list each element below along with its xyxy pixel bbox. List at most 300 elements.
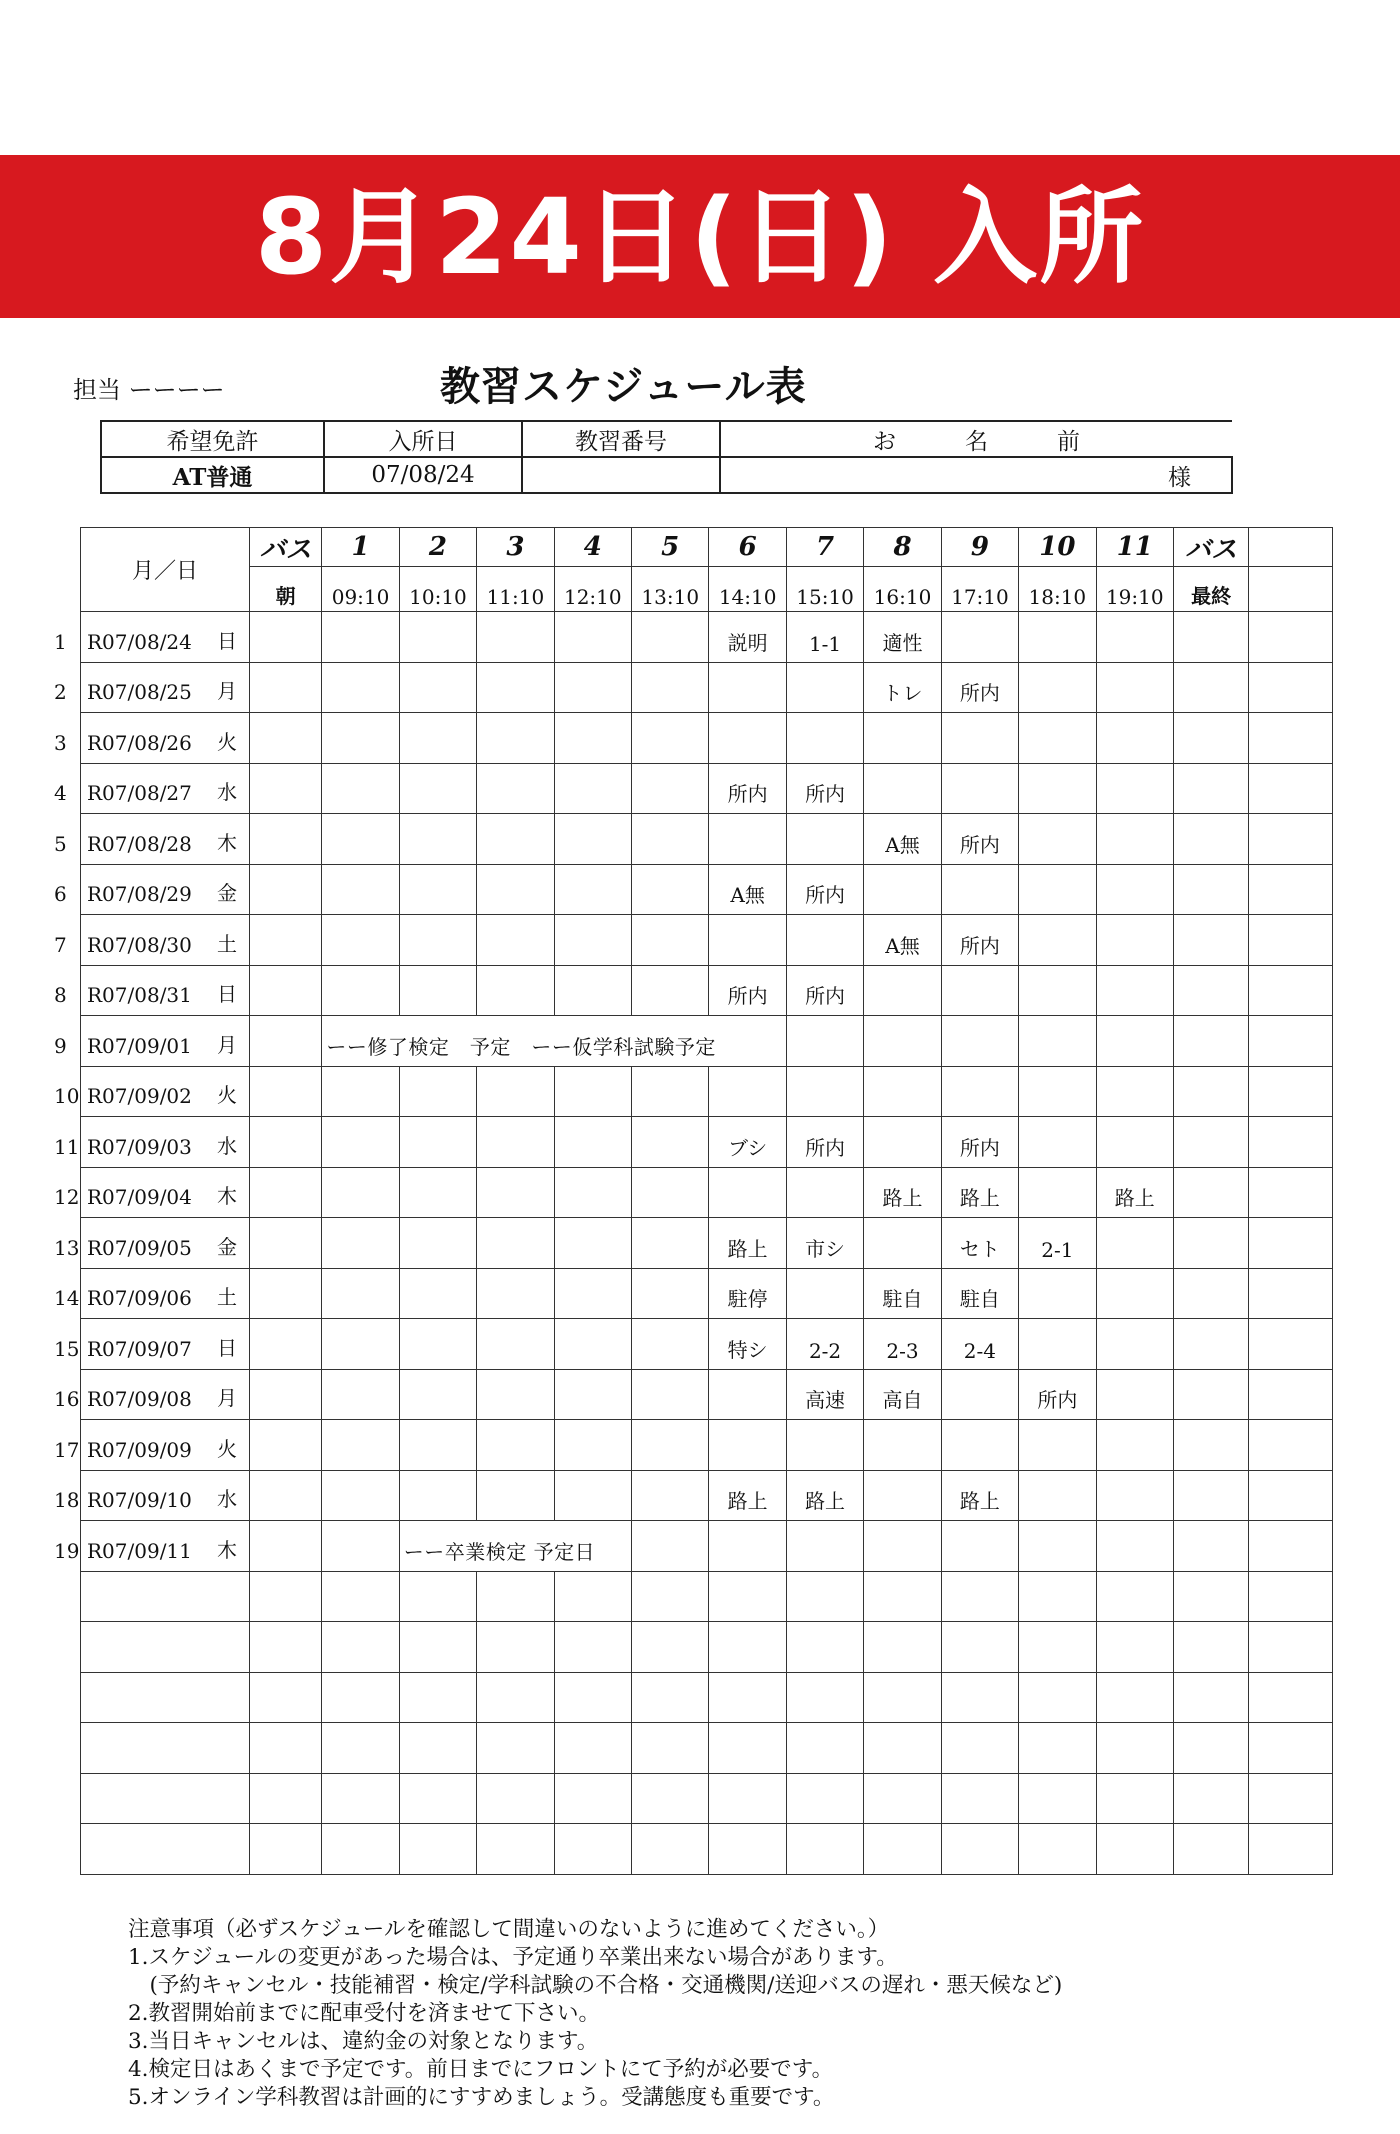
slot-cell: [1096, 763, 1173, 814]
slot-cell: [709, 1218, 786, 1269]
slot-value: 特シ: [727, 1337, 768, 1362]
bus-last-cell: [1173, 612, 1248, 663]
date-text: R07/09/03: [87, 1134, 192, 1159]
bus-last-cell: [1173, 662, 1248, 713]
slot-cell: [864, 1117, 941, 1168]
slot-cell: [786, 864, 863, 915]
blank-cell: [1096, 1773, 1173, 1824]
slot-cell: [709, 763, 786, 814]
slot-cell: [1096, 612, 1173, 663]
schedule-row: [81, 713, 1333, 764]
bus-morning-cell: [249, 915, 321, 966]
slot-cell: [1019, 1420, 1096, 1471]
slot-cell: [632, 1420, 709, 1471]
slot-cell: [477, 1420, 554, 1471]
row-number: 12: [54, 1185, 80, 1209]
blank-cell: [554, 1723, 631, 1774]
row-number: 15: [54, 1336, 80, 1361]
day-of-week: 木: [216, 830, 237, 855]
bus-last-cell: [1173, 1066, 1248, 1117]
period-time: 13:10: [632, 567, 709, 612]
blank-cell: [322, 1773, 399, 1824]
schedule-row: [81, 1268, 1333, 1319]
schedule-row: [81, 1470, 1333, 1521]
student-number-value: [522, 457, 720, 493]
bus-morning-cell: [249, 1016, 321, 1067]
slot-cell: [322, 1521, 399, 1572]
blank-cell: [1019, 1773, 1096, 1824]
slot-value: 市シ: [805, 1236, 846, 1261]
blank-cell: [554, 1773, 631, 1824]
bus-last-cell: [1173, 763, 1248, 814]
blank-cell: [786, 1773, 863, 1824]
slot-cell: [941, 1521, 1018, 1572]
slot-cell: [1096, 1470, 1173, 1521]
extra-cell: [1249, 1218, 1333, 1269]
schedule-row: [81, 1319, 1333, 1370]
slot-cell: [864, 1167, 941, 1218]
slot-cell: [477, 1268, 554, 1319]
period-time: 12:10: [554, 567, 631, 612]
slot-cell: [941, 814, 1018, 865]
slot-cell: [632, 713, 709, 764]
date-text: R07/09/09: [87, 1437, 192, 1462]
slot-cell: [1096, 965, 1173, 1016]
slot-value: 駐停: [727, 1287, 768, 1311]
date-text: R07/09/11: [87, 1538, 192, 1563]
blank-cell: [786, 1571, 863, 1622]
note-item: 5.オンライン学科教習は計画的にすすめましょう。受講態度も重要です。: [128, 2085, 835, 2110]
slot-cell: [941, 1369, 1018, 1420]
blank-cell: [477, 1622, 554, 1673]
slot-cell: [632, 763, 709, 814]
slot-cell: [709, 864, 786, 915]
date-text: R07/09/08: [87, 1387, 192, 1411]
slot-cell: [399, 1268, 476, 1319]
row-number: 3: [54, 730, 67, 755]
blank-cell: [477, 1571, 554, 1622]
bus-header-morning: バス: [249, 528, 321, 567]
slot-cell: [477, 814, 554, 865]
slot-cell: [786, 1319, 863, 1370]
blank-cell: [1019, 1824, 1096, 1875]
blank-row: [81, 1773, 1333, 1824]
slot-cell: [941, 1066, 1018, 1117]
bus-morning: 朝: [249, 567, 321, 612]
slot-value: 2-3: [886, 1338, 919, 1363]
slot-cell: [786, 662, 863, 713]
slot-cell: [1096, 1319, 1173, 1370]
slot-cell: [477, 763, 554, 814]
schedule-row: [81, 864, 1333, 915]
slot-cell: [941, 1218, 1018, 1269]
entry-date-value: 07/08/24: [324, 457, 522, 493]
extra-cell: [1249, 1016, 1333, 1067]
slot-cell: [1019, 612, 1096, 663]
blank-cell: [249, 1571, 321, 1622]
bus-morning-cell: [249, 1420, 321, 1471]
slot-value: 1-1: [808, 631, 842, 656]
slot-cell: [477, 1167, 554, 1218]
slot-cell: [322, 965, 399, 1016]
slot-cell: [864, 814, 941, 865]
blank-cell: [709, 1571, 786, 1622]
row-number: 16: [54, 1387, 80, 1411]
slot-value: トレ: [882, 681, 923, 705]
period-number: 6: [709, 528, 786, 567]
note-item: 2.教習開始前までに配車受付を済ませて下さい。: [128, 2001, 601, 2026]
name-label: お 名 前: [720, 421, 1232, 457]
slot-cell: [322, 612, 399, 663]
slot-cell: [941, 1268, 1018, 1319]
slot-cell: [709, 1470, 786, 1521]
blank-cell: [81, 1824, 250, 1875]
span-cell: [399, 1521, 631, 1572]
bus-morning-cell: [249, 612, 321, 663]
period-number: 7: [786, 528, 863, 567]
bus-morning-cell: [249, 662, 321, 713]
slot-cell: [864, 965, 941, 1016]
slot-cell: [399, 1319, 476, 1370]
slot-cell: [1096, 915, 1173, 966]
extra-cell: [1249, 612, 1333, 663]
period-time: 19:10: [1096, 567, 1173, 612]
row-number: 8: [54, 983, 67, 1007]
bus-last-cell: [1173, 814, 1248, 865]
bus-morning-cell: [249, 1167, 321, 1218]
row-date: [54, 1521, 250, 1572]
slot-cell: [322, 713, 399, 764]
blank-cell: [864, 1672, 941, 1723]
slot-cell: [1019, 814, 1096, 865]
schedule-table: [54, 527, 1333, 1875]
slot-cell: [554, 713, 631, 764]
slot-cell: [477, 612, 554, 663]
extra-cell: [1249, 763, 1333, 814]
row-number: 11: [54, 1134, 80, 1159]
page-title: 教習スケジュール表: [440, 363, 807, 410]
bus-last-cell: [1173, 1319, 1248, 1370]
slot-value: 路上: [727, 1489, 768, 1513]
period-time: 17:10: [941, 567, 1018, 612]
slot-cell: [554, 864, 631, 915]
slot-cell: [554, 915, 631, 966]
bus-morning-cell: [249, 1117, 321, 1168]
slot-value: 所内: [959, 1135, 1000, 1160]
row-number: 10: [54, 1084, 80, 1108]
slot-cell: [477, 915, 554, 966]
slot-cell: [1019, 1470, 1096, 1521]
slot-cell: [399, 1420, 476, 1471]
period-number: 8: [864, 528, 941, 567]
bus-morning-cell: [249, 1319, 321, 1370]
slot-cell: [864, 1369, 941, 1420]
row-date: [54, 1470, 250, 1521]
slot-cell: [941, 1319, 1018, 1370]
slot-cell: [941, 1420, 1018, 1471]
entry-date-label: 入所日: [324, 421, 522, 457]
slot-cell: [1096, 1420, 1173, 1471]
period-time: 11:10: [477, 567, 554, 612]
slot-cell: [632, 814, 709, 865]
slot-cell: [709, 1369, 786, 1420]
row-date: [54, 1319, 250, 1370]
slot-cell: [941, 763, 1018, 814]
slot-value: 所内: [959, 832, 1000, 857]
slot-value: 所内: [959, 681, 1000, 705]
slot-cell: [554, 1420, 631, 1471]
slot-cell: [709, 1117, 786, 1168]
row-date: [54, 1066, 250, 1117]
blank-cell: [322, 1672, 399, 1723]
slot-cell: [786, 1521, 863, 1572]
license-label: 希望免許: [101, 421, 324, 457]
schedule-row: [81, 1167, 1333, 1218]
blank-row: [81, 1824, 1333, 1875]
blank-cell: [786, 1723, 863, 1774]
blank-cell: [249, 1622, 321, 1673]
blank-row: [81, 1622, 1333, 1673]
extra-cell: [1249, 1470, 1333, 1521]
slot-cell: [322, 814, 399, 865]
blank-cell: [249, 1773, 321, 1824]
slot-cell: [632, 1218, 709, 1269]
staff-label: 担当 ーーーー: [73, 376, 225, 404]
slot-cell: [632, 1167, 709, 1218]
bus-header-last: バス: [1173, 528, 1248, 567]
schedule-row: [81, 1521, 1333, 1572]
extra-column-time: [1249, 567, 1333, 612]
blank-row: [81, 1723, 1333, 1774]
slot-cell: [632, 1319, 709, 1370]
blank-cell: [1019, 1571, 1096, 1622]
slot-cell: [786, 1016, 863, 1067]
bus-last-cell: [1173, 1167, 1248, 1218]
blank-cell: [399, 1571, 476, 1622]
blank-cell: [322, 1622, 399, 1673]
slot-cell: [1019, 763, 1096, 814]
slot-value: 路上: [805, 1489, 846, 1513]
slot-cell: [399, 814, 476, 865]
day-of-week: 火: [216, 1436, 237, 1461]
slot-cell: [786, 1167, 863, 1218]
slot-cell: [632, 612, 709, 663]
bus-last-cell: [1173, 915, 1248, 966]
blank-cell: [399, 1672, 476, 1723]
note-item: 3.当日キャンセルは、違約金の対象となります。: [128, 2029, 599, 2054]
slot-value: 2-2: [808, 1338, 842, 1363]
blank-cell: [709, 1824, 786, 1875]
slot-cell: [1096, 814, 1173, 865]
blank-cell: [864, 1824, 941, 1875]
row-number: 1: [54, 629, 67, 654]
blank-cell: [632, 1571, 709, 1622]
slot-value: 路上: [1114, 1186, 1155, 1210]
blank-cell: [322, 1571, 399, 1622]
slot-cell: [786, 612, 863, 663]
slot-cell: [399, 915, 476, 966]
slot-value: 駐自: [959, 1287, 1000, 1311]
slot-cell: [864, 1268, 941, 1319]
blank-cell: [1173, 1723, 1248, 1774]
blank-cell: [399, 1723, 476, 1774]
row-number: 2: [54, 680, 67, 704]
slot-cell: [322, 1420, 399, 1471]
slot-cell: [1019, 1369, 1096, 1420]
slot-cell: [322, 763, 399, 814]
slot-cell: [1096, 1117, 1173, 1168]
slot-value: 説明: [727, 630, 768, 655]
bus-last-cell: [1173, 1369, 1248, 1420]
blank-cell: [709, 1723, 786, 1774]
slot-cell: [477, 1066, 554, 1117]
slot-cell: [632, 915, 709, 966]
blank-cell: [554, 1622, 631, 1673]
slot-cell: [322, 1117, 399, 1168]
slot-cell: [322, 915, 399, 966]
slot-cell: [1096, 1066, 1173, 1117]
slot-cell: [1019, 864, 1096, 915]
row-number: 13: [54, 1235, 80, 1260]
day-of-week: 金: [216, 881, 237, 905]
slot-cell: [786, 814, 863, 865]
slot-cell: [786, 915, 863, 966]
bus-morning-cell: [249, 814, 321, 865]
blank-cell: [477, 1824, 554, 1875]
slot-cell: [941, 1167, 1018, 1218]
slot-cell: [554, 1319, 631, 1370]
day-of-week: 水: [216, 1133, 237, 1158]
blank-cell: [1249, 1622, 1333, 1673]
date-text: R07/08/26: [87, 730, 192, 755]
slot-cell: [1096, 1521, 1173, 1572]
slot-cell: [1096, 713, 1173, 764]
slot-cell: [864, 1319, 941, 1370]
bus-morning-cell: [249, 763, 321, 814]
slot-cell: [864, 713, 941, 764]
row-number: 19: [54, 1538, 80, 1563]
bus-last-cell: [1173, 1016, 1248, 1067]
date-text: R07/09/01: [87, 1033, 192, 1058]
slot-cell: [786, 763, 863, 814]
slot-cell: [709, 814, 786, 865]
bus-last-cell: [1173, 1470, 1248, 1521]
slot-cell: [399, 612, 476, 663]
row-date: [54, 1420, 250, 1471]
slot-value: 高自: [882, 1388, 923, 1412]
slot-cell: [1019, 662, 1096, 713]
slot-value: 高速: [805, 1388, 846, 1412]
day-of-week: 日: [216, 982, 237, 1006]
slot-cell: [554, 965, 631, 1016]
day-of-week: 土: [216, 931, 237, 956]
bus-morning-cell: [249, 864, 321, 915]
blank-cell: [632, 1672, 709, 1723]
slot-cell: [941, 915, 1018, 966]
slot-cell: [554, 763, 631, 814]
slot-cell: [1096, 1167, 1173, 1218]
bus-last-cell: [1173, 864, 1248, 915]
blank-cell: [941, 1571, 1018, 1622]
slot-cell: [554, 814, 631, 865]
blank-cell: [632, 1824, 709, 1875]
notes-heading: 注意事項（必ずスケジュールを確認して間違いのないように進めてください。）: [128, 1917, 890, 1942]
slot-cell: [709, 965, 786, 1016]
bus-last-cell: [1173, 965, 1248, 1016]
day-of-week: 月: [216, 679, 237, 703]
slot-cell: [941, 1117, 1018, 1168]
license-value: AT普通: [101, 457, 324, 493]
blank-row: [81, 1672, 1333, 1723]
slot-cell: [864, 662, 941, 713]
slot-cell: [1019, 1521, 1096, 1572]
slot-value: ブシ: [728, 1135, 768, 1160]
row-date: [54, 1016, 250, 1067]
slot-cell: [477, 713, 554, 764]
extra-cell: [1249, 1319, 1333, 1370]
slot-cell: [632, 1268, 709, 1319]
slot-cell: [709, 1319, 786, 1370]
slot-cell: [786, 1117, 863, 1168]
slot-value: 所内: [805, 883, 846, 907]
blank-cell: [1249, 1672, 1333, 1723]
extra-cell: [1249, 713, 1333, 764]
extra-cell: [1249, 864, 1333, 915]
period-time: 09:10: [322, 567, 399, 612]
blank-cell: [1096, 1622, 1173, 1673]
blank-cell: [864, 1571, 941, 1622]
row-date: [54, 1117, 250, 1168]
blank-cell: [632, 1773, 709, 1824]
slot-cell: [864, 763, 941, 814]
slot-cell: [1019, 713, 1096, 764]
slot-cell: [477, 1470, 554, 1521]
blank-cell: [786, 1672, 863, 1723]
slot-value: 2-1: [1041, 1237, 1074, 1262]
row-number: 6: [54, 882, 67, 906]
slot-cell: [399, 1117, 476, 1168]
slot-cell: [709, 1521, 786, 1572]
slot-cell: [1019, 965, 1096, 1016]
slot-value: 所内: [727, 782, 768, 806]
extra-cell: [1249, 965, 1333, 1016]
row-date: [54, 1218, 250, 1269]
slot-cell: [864, 1016, 941, 1067]
slot-value: A無: [885, 933, 920, 958]
day-of-week: 土: [216, 1285, 237, 1309]
slot-cell: [941, 713, 1018, 764]
extra-cell: [1249, 1167, 1333, 1218]
blank-cell: [477, 1672, 554, 1723]
schedule-row: [81, 1066, 1333, 1117]
bus-last-cell: [1173, 1420, 1248, 1471]
row-date: [54, 864, 250, 915]
schedule-row: [81, 1016, 1333, 1067]
blank-cell: [1249, 1571, 1333, 1622]
slot-value: 所内: [805, 1135, 846, 1160]
day-of-week: 日: [216, 1335, 237, 1360]
slot-value: 2-4: [963, 1338, 997, 1363]
slot-cell: [632, 864, 709, 915]
row-date: [54, 662, 250, 713]
slot-cell: [399, 1218, 476, 1269]
slot-cell: [941, 1016, 1018, 1067]
schedule-row: [81, 1218, 1333, 1269]
slot-value: 所内: [1037, 1388, 1078, 1412]
blank-cell: [1173, 1824, 1248, 1875]
period-number: 9: [941, 528, 1018, 567]
slot-cell: [399, 1167, 476, 1218]
